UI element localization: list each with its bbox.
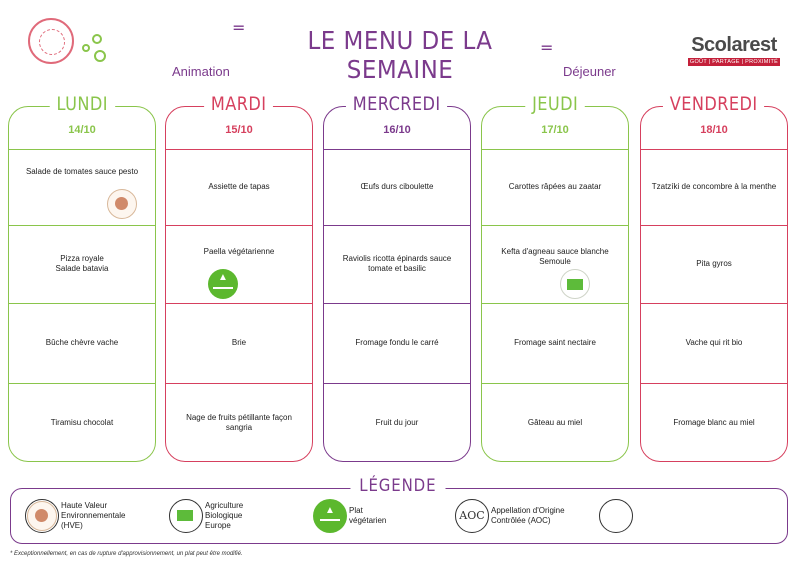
vegetarian-icon <box>208 269 238 299</box>
hve-icon <box>107 189 137 219</box>
dish-cell <box>166 225 312 303</box>
day-name-wrap <box>166 93 312 115</box>
dish-cell <box>9 149 155 225</box>
dish-cell <box>9 303 155 383</box>
dish-cell <box>482 303 628 383</box>
dish-name: Pita gyros <box>696 259 732 268</box>
legend-label-hve: Haute Valeur Environnementale (HVE) <box>61 501 126 530</box>
day-date: 16/10 <box>383 124 411 136</box>
day-name-wrap <box>482 93 628 115</box>
dish-name: Fromage fondu le carré <box>355 338 439 347</box>
aoc-mark: AOC <box>459 509 485 522</box>
brand-name: Scolarest <box>691 34 777 56</box>
dish-cell <box>166 303 312 383</box>
dish-cell <box>641 225 787 303</box>
vegetarian-icon <box>313 499 347 533</box>
bio-icon <box>560 269 590 299</box>
empty-circle-icon <box>599 499 633 533</box>
day-name-wrap <box>324 93 470 115</box>
title-deco-left-icon: = <box>232 18 246 37</box>
dish-cell <box>9 383 155 463</box>
dish-name: Nage de fruits pétillante façon sangria <box>186 413 292 432</box>
legend-item-hve <box>25 499 141 533</box>
dish-name: Fromage blanc au miel <box>673 418 755 427</box>
dish-name: Raviolis ricotta épinards sauce tomate et basilic <box>342 254 452 273</box>
dish-name: Œufs durs ciboulette <box>360 182 434 191</box>
dish-cell <box>166 383 312 463</box>
dish-name: Fruit du jour <box>375 418 419 427</box>
title-deco-right-icon: = <box>540 38 554 57</box>
footnote: * Exceptionnellement, en cas de rupture d'approvisionnement, un plat peut être modifié. <box>10 551 243 557</box>
day-date: 15/10 <box>225 124 253 136</box>
legend-label-vegetarian: Plat végétarien <box>349 506 387 525</box>
legend-item-vegetarian <box>313 499 399 533</box>
hve-icon <box>25 499 59 533</box>
day-date: 14/10 <box>68 124 96 136</box>
day-name-wrap <box>9 93 155 115</box>
legend-title-wrap <box>0 476 795 496</box>
day-column-jeudi <box>481 93 629 462</box>
dish-name: Fromage saint nectaire <box>514 338 596 347</box>
legend-title: LÉGENDE <box>350 476 445 496</box>
legend-label-aoc: Appellation d'Origine Contrôlée (AOC) <box>491 506 565 525</box>
legend-item-bio <box>169 499 269 533</box>
dish-cell <box>324 303 470 383</box>
dish-cell <box>324 149 470 225</box>
day-name: JEUDI <box>525 93 585 115</box>
logo-stamp-icon <box>28 18 74 64</box>
subtitle-dejeuner: Déjeuner <box>563 64 616 79</box>
dish-name: Tiramisu chocolat <box>50 418 114 427</box>
dish-cell <box>324 383 470 463</box>
day-date: 17/10 <box>541 124 569 136</box>
dish-name: Gâteau au miel <box>527 418 583 427</box>
bubbles-icon <box>80 34 110 68</box>
dish-name: Bûche chèvre vache <box>45 338 119 347</box>
legend-item-aoc <box>455 499 567 533</box>
subtitle-animation: Animation <box>172 64 230 79</box>
dish-name: Vache qui rit bio <box>685 338 743 347</box>
dish-name: Pizza royale Salade batavia <box>55 254 109 273</box>
dish-name: Assiette de tapas <box>208 182 270 191</box>
day-name: VENDREDI <box>663 93 764 115</box>
dish-cell <box>324 225 470 303</box>
dish-cell <box>9 225 155 303</box>
day-column-mardi <box>165 93 313 462</box>
dish-name: Paella végétarienne <box>203 247 275 256</box>
dish-cell <box>482 149 628 225</box>
dish-cell <box>641 303 787 383</box>
dish-cell <box>641 149 787 225</box>
dish-cell <box>482 383 628 463</box>
day-name: MARDI <box>204 93 273 115</box>
page-title: LE MENU DE LA SEMAINE <box>307 26 493 84</box>
dish-cell <box>641 383 787 463</box>
day-column-lundi <box>8 93 156 462</box>
legend-box <box>10 488 788 544</box>
legend-item-empty <box>599 499 633 533</box>
legend-label-bio: Agriculture Biologique Europe <box>205 501 244 530</box>
day-column-vendredi <box>640 93 788 462</box>
dish-name: Brie <box>231 338 247 347</box>
day-name: MERCREDI <box>346 93 447 115</box>
dish-cell <box>482 225 628 303</box>
dish-name: Salade de tomates sauce pesto <box>25 167 139 176</box>
dish-cell <box>166 149 312 225</box>
day-name-wrap <box>641 93 787 115</box>
brand-tagline: GOÛT | PARTAGE | PROXIMITÉ <box>689 59 779 65</box>
day-date: 18/10 <box>700 124 728 136</box>
dish-name: Carottes râpées au zaatar <box>508 182 602 191</box>
day-name: LUNDI <box>49 93 114 115</box>
dish-name: Tzatzíki de concombre à la menthe <box>651 182 777 191</box>
dish-name: Kefta d'agneau sauce blanche Semoule <box>501 247 609 266</box>
brand-logo <box>688 34 780 66</box>
bio-icon <box>169 499 203 533</box>
day-column-mercredi <box>323 93 471 462</box>
aoc-icon <box>455 499 489 533</box>
